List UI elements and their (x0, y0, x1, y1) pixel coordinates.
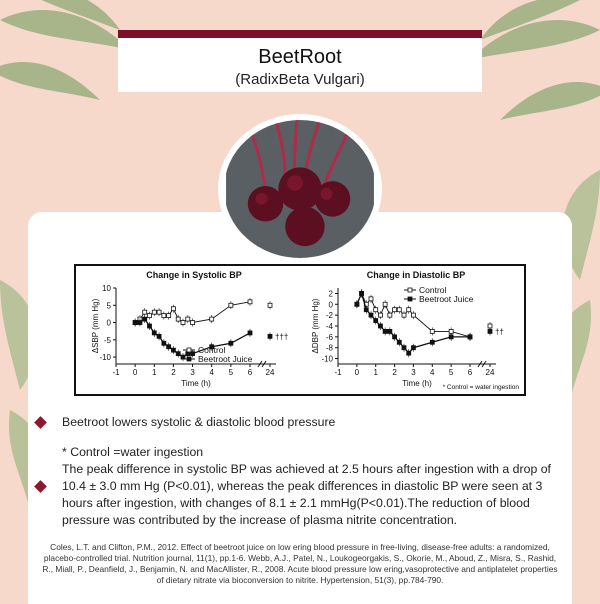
data-point (407, 351, 411, 355)
data-point (148, 314, 152, 318)
y-tick-label: 0 (106, 318, 111, 328)
data-point (397, 308, 401, 312)
y-tick-label: 0 (328, 300, 333, 310)
x-tick-label: 4 (430, 368, 435, 377)
bullet-text: Beetroot lowers systolic & diastolic blood pressure (62, 415, 336, 429)
x-tick-label: 5 (448, 368, 454, 377)
data-point (191, 321, 195, 325)
y-tick-label: 2 (328, 289, 333, 299)
data-point (268, 303, 272, 307)
data-point (355, 302, 359, 306)
data-point (143, 317, 147, 321)
bullet-note: * Control =water ingestion (62, 445, 204, 459)
y-axis-label: ΔDBP (mm Hg) (311, 298, 320, 354)
x-tick-label: 0 (354, 368, 360, 377)
chart-footnote: * Control = water ingestion (442, 384, 519, 391)
significance-annotation: ††† (275, 332, 289, 342)
y-axis-label: ΔSBP (mm Hg) (91, 298, 100, 354)
data-point (176, 317, 180, 321)
y-tick-label: -5 (103, 335, 111, 345)
legend-label: Control (419, 285, 447, 295)
y-tick-label: -4 (325, 322, 333, 331)
data-point (388, 329, 392, 333)
data-point (449, 329, 453, 333)
legend-label: Beetroot Juice (198, 354, 253, 364)
data-point (393, 308, 397, 312)
data-point (388, 313, 392, 317)
x-tick-label: -1 (334, 368, 342, 377)
data-point (449, 335, 453, 339)
data-point (407, 308, 411, 312)
data-point (248, 300, 252, 304)
y-tick-label: -2 (325, 311, 333, 321)
x-tick-label: -1 (112, 368, 120, 377)
data-point (210, 317, 214, 321)
page-subtitle: (RadixBeta Vulgari) (235, 71, 365, 88)
y-tick-label: -10 (99, 353, 111, 363)
x-tick-label: 3 (411, 368, 416, 377)
bullet-item (36, 444, 566, 529)
data-point (133, 321, 137, 325)
data-point (157, 310, 161, 314)
x-tick-label: 3 (190, 368, 195, 377)
data-point (374, 319, 378, 323)
references: Coles, L.T. and Clifton, P.M., 2012. Effect of beetroot juice on low ering blood pressure in free-living, disease-free adults: a randomized, placebo-controlled trial. Nutrition journal, 11(1), pp.1-6. Webb, A.J., Patel, N., Loukogeorgakis, S., Okorie, M., Aboud, Z., Misra, S., Rashid, R., Miall, P., Deanfield, J., Benjamin, N. and MacAllister, R., 2008. Acute blood pressure low ering,vasoprotective and antiplatelet properties of dietary nitrate via bioconversion to nitrite. Hypertension, 51(3), pp.784-790. (42, 542, 558, 585)
y-tick-label: -6 (325, 332, 333, 342)
x-tick-label: 24 (485, 368, 495, 377)
bullet-item (36, 414, 566, 431)
bullet-text: The peak difference in systolic BP was achieved at 2.5 hours after ingestion with a drop of 10.4 ± 3.0 mm Hg (P<0.01), whereas the peak differences in diastolic BP were seen at 3 hours after ingestion, with changes of 8.1 ± 2.1 mmHg(P<0.01).The reduction of blood pressure was contributed by the increase of plasma nitrite concentration. (62, 462, 551, 527)
data-point (411, 346, 415, 350)
legend-swatch (187, 348, 191, 352)
y-tick-label: 5 (106, 301, 111, 311)
data-point (171, 307, 175, 311)
data-point (488, 324, 492, 328)
diamond-bullet-icon (34, 480, 47, 493)
data-point (430, 329, 434, 333)
data-point (268, 334, 272, 338)
data-point (162, 314, 166, 318)
data-point (378, 324, 382, 328)
data-point (378, 313, 382, 317)
data-point (152, 310, 156, 314)
data-point (411, 313, 415, 317)
diamond-bullet-icon (34, 416, 47, 429)
title-box (118, 30, 482, 92)
x-tick-label: 2 (171, 368, 176, 377)
data-point (430, 340, 434, 344)
data-point (369, 313, 373, 317)
chart-title: Change in Systolic BP (146, 270, 242, 280)
data-point (369, 297, 373, 301)
data-point (229, 303, 233, 307)
data-point (186, 317, 190, 321)
legend-swatch (408, 288, 412, 292)
key-points (36, 414, 566, 529)
legend-label: Control (198, 345, 226, 355)
data-point (152, 331, 156, 335)
x-tick-label: 4 (209, 368, 214, 377)
x-tick-label: 24 (265, 368, 275, 377)
page-title: BeetRoot (258, 46, 342, 68)
bp-charts-svg (76, 266, 524, 394)
data-point (468, 335, 472, 339)
x-axis-label: Time (h) (402, 379, 432, 388)
beetroot-image (224, 120, 376, 258)
data-point (488, 329, 492, 333)
data-point (229, 341, 233, 345)
data-point (157, 334, 161, 338)
data-point (181, 355, 185, 359)
data-point (181, 321, 185, 325)
data-point (148, 324, 152, 328)
x-tick-label: 1 (373, 368, 378, 377)
legend-swatch (408, 297, 412, 301)
bp-chart-panel (74, 264, 526, 396)
x-tick-label: 5 (228, 368, 234, 377)
y-tick-label: 10 (102, 284, 111, 293)
data-point (171, 348, 175, 352)
data-point (360, 291, 364, 295)
data-point (138, 321, 142, 325)
chart-title: Change in Diastolic BP (366, 270, 466, 280)
data-point (374, 308, 378, 312)
y-tick-label: -8 (325, 343, 333, 353)
data-point (176, 352, 180, 356)
y-tick-label: -10 (321, 354, 333, 364)
data-point (402, 346, 406, 350)
data-point (393, 335, 397, 339)
x-tick-label: 6 (467, 368, 473, 377)
beetroot-photo (218, 114, 382, 264)
data-point (248, 331, 252, 335)
x-tick-label: 0 (132, 368, 138, 377)
data-point (364, 308, 368, 312)
data-point (402, 313, 406, 317)
data-point (162, 341, 166, 345)
data-point (397, 340, 401, 344)
data-point (383, 329, 387, 333)
data-point (383, 302, 387, 306)
data-point (167, 345, 171, 349)
x-tick-label: 6 (247, 368, 253, 377)
data-point (143, 310, 147, 314)
x-axis-label: Time (h) (181, 379, 211, 388)
x-tick-label: 1 (152, 368, 157, 377)
legend-swatch (187, 357, 191, 361)
data-point (167, 314, 171, 318)
legend-label: Beetroot Juice (419, 294, 474, 304)
significance-annotation: †† (495, 327, 504, 337)
x-tick-label: 2 (392, 368, 397, 377)
